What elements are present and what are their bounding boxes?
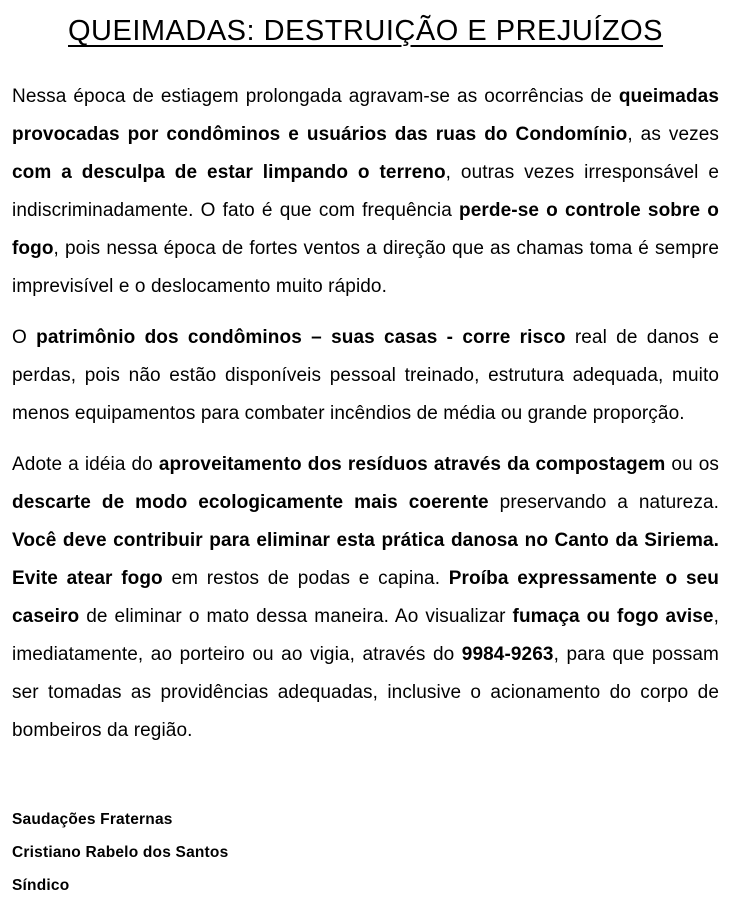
document-title (12, 14, 719, 48)
text-run: , as vezes (627, 124, 719, 145)
bold-text-run: 9984-9263 (461, 644, 554, 665)
signature-line: Síndico (12, 877, 70, 894)
paragraph (12, 446, 719, 750)
text-run: Nessa época de estiagem prolongada agravam-se as ocorrências de (12, 86, 619, 107)
signature-line: Saudações Fraternas (12, 811, 173, 828)
bold-text-run: Você deve contribuir para eliminar esta prática danosa no Canto da Siriema. Evite atear fogo (12, 530, 719, 589)
text-run: em restos de podas e capina. (162, 568, 449, 589)
text-run: preservando a natureza. (488, 492, 719, 513)
paragraph (12, 319, 719, 433)
text-run: , pois nessa época de fortes ventos a direção que as chamas toma é sempre imprevisível e o deslocamento muito rápido. (12, 238, 719, 297)
bold-text-run: perde-se o controle sobre o fogo (12, 200, 719, 259)
text-run: de eliminar o mato dessa maneira. Ao visualizar (79, 606, 513, 627)
bold-text-run: Proíba expressamente o seu caseiro (12, 568, 719, 627)
text-run: Adote a idéia do (12, 454, 159, 475)
text-run: , imediatamente, ao porteiro ou ao vigia, através do (12, 606, 719, 665)
bold-text-run: descarte de modo ecologicamente mais coerente (12, 492, 489, 513)
bold-text-run: aproveitamento dos resíduos através da compostagem (158, 454, 666, 475)
signature-block (12, 803, 719, 898)
bold-text-run: fumaça ou fogo avise (512, 606, 714, 627)
document-title-text: QUEIMADAS: DESTRUIÇÃO E PREJUÍZOS (68, 15, 663, 47)
text-run: ou os (665, 454, 720, 475)
text-run: , para que possam ser tomadas as providências adequadas, inclusive o acionamento do corpo de bombeiros da região. (12, 644, 719, 741)
text-run: , outras vezes irresponsável e indiscriminadamente. O fato é que com frequência (12, 162, 719, 221)
document-body (12, 78, 719, 750)
signature-line: Cristiano Rabelo dos Santos (12, 844, 229, 861)
bold-text-run: com a desculpa de estar limpando o terreno (12, 162, 446, 183)
paragraph (12, 78, 719, 306)
text-run: real de danos e perdas, pois não estão disponíveis pessoal treinado, estrutura adequada, muito menos equipamentos para combater incêndios de média ou grande proporção. (12, 327, 719, 424)
bold-text-run: patrimônio dos condôminos – suas casas - corre risco (36, 327, 566, 348)
bold-text-run: queimadas provocadas por condôminos e usuários das ruas do Condomínio (12, 86, 719, 145)
text-run: O (12, 327, 37, 348)
